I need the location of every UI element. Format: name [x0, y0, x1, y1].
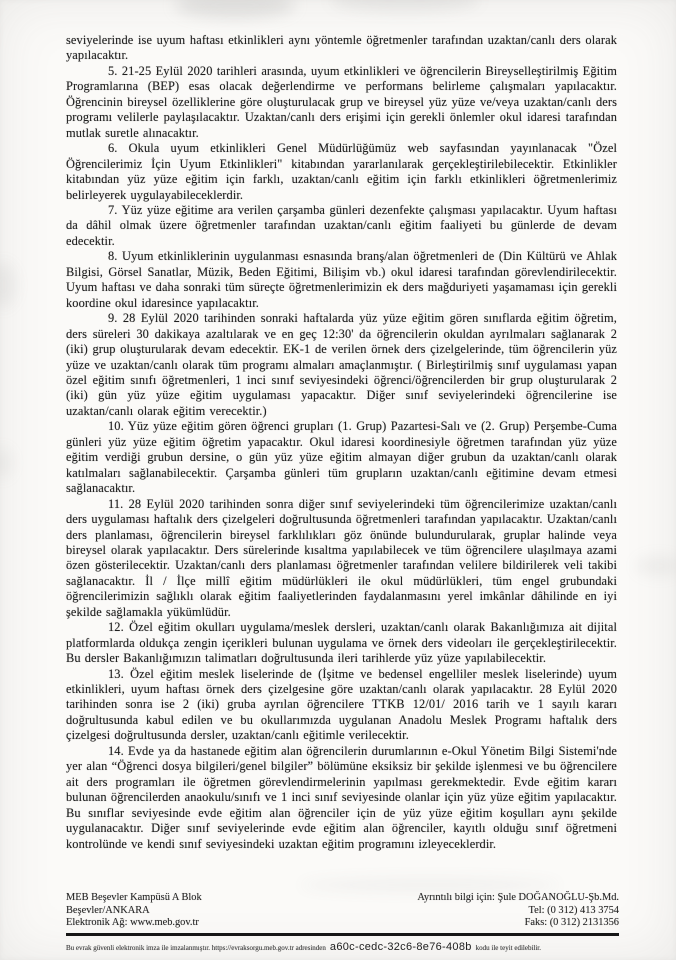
scan-artifact: [300, 878, 560, 892]
sender-address-block: [66, 892, 202, 929]
scan-artifact: [330, 0, 480, 12]
contact-person-line: Ayrıntılı bilgi için: Şule DOĞANOĞLU-Şb.Md.: [417, 892, 619, 904]
paragraph-14: 14. Evde ya da hastanede eğitim alan öğrencilerin durumlarının e-Okul Yönetim Bilgi Sistemi'nde yer alan “Öğrenci dosya bilgileri/genel bilgiler” bölümüne eksiksiz bir şekilde işlenmesi ve bu öğrencilere ait ders programları ile öğretmen görevlendirmelerinin yapılması gerekmektedir. Evde eğitim kararı bulunan öğrencilerden anaokulu/sınıfı ve 1 inci sınıf seviyesinde olanlar için yüz yüze eğitim yapılacaktır. Bu sınıflar seviyesinde evde eğitim alan öğrenciler için de yüz yüze eğitim koşulları aynı şekilde uygulanacaktır. Diğer sınıf seviyelerinde evde eğitim alan öğrenciler, kayıtlı olduğu sınıf öğretmeni kontrolünde ve kendi sınıf seviyesindeki uzaktan eğitim programını izleyeceklerdir.: [66, 743, 617, 851]
scan-artifact: [175, 0, 295, 18]
paragraph-6: 6. Okula uyum etkinlikleri Genel Müdürlüğümüz web sayfasından yayınlanacak "Özel Öğrencilerimiz İçin Uyum Etkinlikleri" kitabından yararlanılarak gerçekleştirilebilecektir. Etkinlikler kitabından yüz yüze eğitim için farklı, uzaktan/canlı eğitim için farklı etkinlikleri öğretmenlerimiz belirleyerek uygulayabileceklerdir.: [66, 141, 617, 202]
footer-divider: [66, 933, 619, 936]
verification-suffix-text: kodu ile teyit edilebilir.: [475, 944, 541, 952]
document-footer: [66, 892, 619, 953]
paragraph-12: 12. Özel eğitim okulları uygulama/meslek dersleri, uzaktan/canlı olarak Bakanlığımıza ait dijital platformlarda oldukça zengin içerikleri bulunan uygulama ve örnek ders videoları ile gerçekleştirilecektir. Bu dersler Bakanlığımızın talimatları doğrultusunda ileri tarihlerde yüz yüze yapılabilecektir.: [66, 620, 617, 666]
contact-info-block: [417, 892, 619, 929]
paragraph-continuation: seviyelerinde ise uyum haftası etkinlikleri aynı yöntemle öğretmenler tarafından uzaktan/canlı ders olarak yapılacaktır.: [66, 33, 617, 63]
e-signature-verification-line: [66, 941, 619, 953]
paragraph-5: 5. 21-25 Eylül 2020 tarihleri arasında, uyum etkinlikleri ve öğrencilerin Bireyselleştirilmiş Eğitim Programlarına (BEP) esas olacak değerlendirme ve performans belirleme çalışmaları yapılacaktır. Öğrencinin bireysel özelliklerine göre oluşturulacak grup ve bireysel yüz yüze ve/veya uzaktan/canlı ders programı velilerle paylaşılacaktır. Uzaktan/canlı ders erişimi için gerekli önlemler okul idaresi tarafından mutlak suretle alınacaktır.: [66, 63, 617, 140]
address-line-2: Beşevler/ANKARA: [66, 904, 150, 916]
paragraph-13: 13. Özel eğitim meslek liselerinde de (İşitme ve bedensel engelliler meslek liselerinde) uyum etkinlikleri, uyum haftası örnek ders çizelgesine göre uzaktan/canlı olarak yapılacaktır. 28 Eylül 2020 tarihinden sonra ise 2 (iki) gruba ayrılan öğrencilere TTKB 12/01/ 2016 tarih ve 1 sayılı kararı doğrultusunda kabul edilen ve bu okullarımızda uygulanan Anadolu Meslek Programı haftalık ders çizelgesi doğrultusunda dersler, uzaktan/canlı eğitimle verilecektir.: [66, 666, 617, 743]
paragraph-9: 9. 28 Eylül 2020 tarihinden sonraki haftalarda yüz yüze eğitim gören sınıflarda eğitim öğretim, ders süreleri 30 dakikaya azaltılarak ve en geç 12:30' da öğrencilerin okuldan ayrılmaları sağlanarak 2 (iki) grup oluşturularak devam edecektir. EK-1 de verilen örnek ders çizelgelerinde, tüm öğrencilerin yüz yüze ve uzaktan/canlı olarak tüm programı almaları amaçlanmıştır. ( Birleştirilmiş sınıf uygulaması yapan özel eğitim sınıfı öğretmenleri, 1 inci sınıf seviyesindeki öğrenci/öğrencilerden bir grup oluşturularak 2 (iki) gün yüz yüze eğitim uygulaması yapacaktır. Diğer sınıf seviyelerindeki öğrencilerine ise uzaktan/canlı olarak eğitim verecektir.): [66, 311, 617, 418]
verification-code: a60c-cedc-32c6-8e76-408b: [329, 941, 472, 953]
phone-line: Tel: (0 312) 413 3754: [528, 904, 619, 916]
paragraph-7: 7. Yüz yüze eğitime ara verilen çarşamba günleri dezenfekte çalışması yapılacaktır. Uyum haftası da dâhil olmak üzere öğretmenler tarafından uzaktan/canlı eğitim faaliyeti bu günlerde de devam edecektir.: [66, 202, 617, 248]
document-body: [66, 33, 617, 852]
paragraph-11: 11. 28 Eylül 2020 tarihinden sonra diğer sınıf seviyelerindeki tüm öğrencilerimize uzaktan/canlı ders uygulaması haftalık ders çizelgeleri doğrultusunda öğretmenleri tarafından yapılacaktır. Uzaktan/canlı ders planlaması, öğrencilerin bireysel farklılıkları göz önünde bulundurularak, gruplar halinde veya bireysel olarak yapılacaktır. Ders sürelerinde kısaltma yapılabilecek ve tüm öğrencilere ulaşılmaya azami özen gösterilecektir. Uzaktan/canlı ders planlaması öğretmenler tarafından velilere bildirilerek veli takibi sağlanacaktır. İl / İlçe millî eğitim müdürlükleri ile okul müdürlükleri, tüm engel grubundaki öğrencilerimizin sağlıklı olarak eğitim faaliyetlerinden faydalanmasını yerel imkânlar dâhilinde en iyi şekilde sağlamakla yükümlüdür.: [66, 496, 617, 619]
address-line-1: MEB Beşevler Kampüsü A Blok: [66, 892, 202, 904]
fax-line: Faks: (0 312) 2131356: [524, 916, 619, 928]
scan-artifact: [0, 262, 16, 308]
scan-artifact: [636, 556, 676, 576]
address-line-3: Elektronik Ağ: www.meb.gov.tr: [66, 916, 199, 928]
paragraph-10: 10. Yüz yüze eğitim gören öğrenci grupları (1. Grup) Pazartesi-Salı ve (2. Grup) Perşembe-Cuma günleri yüz yüze eğitim öğretim yapacaktır. Okul idaresi koordinesiyle öğretmen tarafından yüz yüze eğitim verdiği grubun dersine, o gün yüz yüze eğitim almayan diğer grubun da uzaktan/canlı olarak katılmaları sağlanabilecektir. Çarşamba günleri tüm grupların uzaktan/canlı eğitimine devam etmesi sağlanacaktır.: [66, 419, 617, 496]
verification-prefix-text: Bu evrak güvenli elektronik imza ile imzalanmıştır. https://evraksorgu.meb.gov.tr adresinden: [66, 944, 326, 952]
scan-artifact: [0, 448, 12, 478]
paragraph-8: 8. Uyum etkinliklerinin uygulanması esnasında branş/alan öğretmenleri de (Din Kültürü ve Ahlak Bilgisi, Görsel Sanatlar, Müzik, Beden Eğitimi, Bilişim vb.) okul idaresi tarafından görevlendirilecektir. Uyum haftası ve daha sonraki tüm süreçte öğretmenlerimizin ek ders mağduriyeti yaşamaması için gerekli koordine okul idaresince yapılacaktır.: [66, 249, 617, 310]
